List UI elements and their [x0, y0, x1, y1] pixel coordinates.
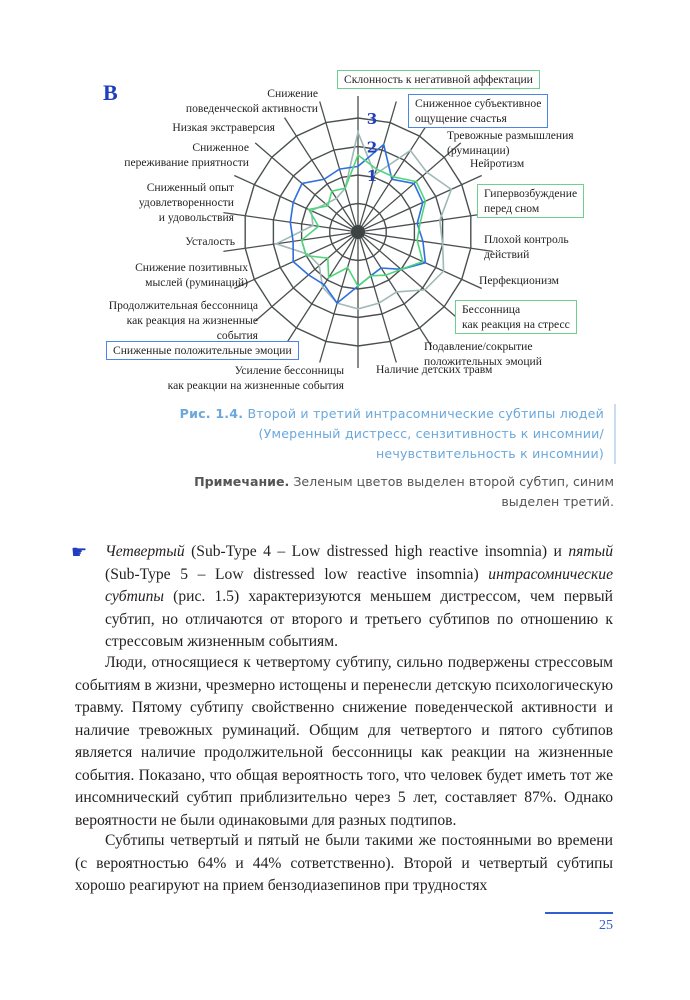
axis-label-stress-insomnia: [455, 300, 577, 334]
axis-label-line: Гипервозбуждение: [484, 187, 578, 200]
axis-label-line: как реакция на стресс: [462, 318, 570, 331]
figure-note: [194, 472, 614, 512]
radar-ring-label: 2: [366, 138, 378, 157]
axis-label-line: Тревожные размышления: [447, 129, 574, 142]
pointing-hand-icon: ☛: [71, 542, 88, 562]
caption-prefix: Рис. 1.4.: [179, 406, 244, 421]
axis-label-line: Плохой контроль: [484, 233, 569, 246]
axis-label-line: Продолжительная бессонница: [108, 299, 258, 312]
axis-label-positive-thoughts: [135, 260, 248, 290]
radar-spoke: [255, 232, 358, 321]
note-prefix: Примечание.: [194, 474, 290, 489]
axis-label-line: перед сном: [484, 202, 540, 215]
paragraph-subtypes-4-5: [105, 541, 613, 654]
radar-series: [302, 155, 426, 286]
axis-label-neuroticism: Нейротизм: [470, 157, 525, 170]
axis-label-line: поведенческой активности: [185, 102, 318, 115]
italic-term: интрасомнические субтипы: [105, 565, 613, 605]
paragraph-stability: Субтипы четвертый и пятый не были такими же постоянными во времени (с вероятностью 64% и 44% сответственно). Второй и четвертый субтипы хорошо реагируют на прием бензодиазепинов при трудностях: [75, 832, 613, 894]
radar-chart-svg: [0, 0, 690, 400]
axis-label-line: Сниженное: [192, 141, 249, 154]
axis-label-behavioral: [186, 86, 318, 116]
axis-label-trauma: Наличие детских травм: [376, 363, 493, 376]
axis-label-extraversion: Низкая экстраверсия: [172, 121, 275, 134]
axis-label-line: Подавление/сокрытие: [424, 340, 533, 353]
axis-label-line: Снижение позитивных: [135, 261, 248, 274]
axis-label-happiness: [408, 94, 548, 128]
text-run: (Sub-Type 4 – Low distressed high reactive insomnia) и: [184, 543, 569, 560]
axis-label-line: положительных эмоций: [424, 355, 542, 368]
caption-text: Второй и третий интрасомнические субтипы людей (Умеренный дистресс, сензитивность к инсомнии/нечувствительность к инсомнии): [243, 406, 604, 461]
italic-term: Четвертый: [105, 543, 185, 560]
axis-label-line: как реакции на жизненные события: [167, 379, 344, 392]
axis-label-perfectionism: Перфекционизм: [479, 274, 559, 287]
axis-label-satisfaction: [139, 180, 234, 225]
axis-label-line: мыслей (руминаций): [145, 276, 248, 289]
italic-term: пятый: [568, 543, 613, 560]
axis-label-hyperarousal: [477, 184, 584, 218]
axis-label-line: Снижение: [267, 87, 318, 100]
axis-label-reduced-positive-emotions: Сниженные положительные эмоции: [106, 341, 299, 360]
axis-label-line: действий: [484, 248, 530, 261]
radar-spoke: [255, 143, 358, 232]
note-text: Зеленым цветов выделен второй субтип, синим выделен третий.: [289, 474, 614, 509]
axis-label-line: Усиление бессонницы: [234, 364, 344, 377]
axis-label-line: Бессонница: [462, 303, 521, 316]
radar-ring-label: 3: [366, 110, 378, 128]
axis-label-amplified: [168, 363, 344, 393]
axis-label-line: Сниженное субъективное: [415, 97, 542, 110]
figure-caption: [144, 404, 616, 464]
axis-label-negative-affect: Склонность к негативной аффектации: [337, 70, 540, 89]
figure-letter: B: [103, 80, 118, 105]
text-run: (рис. 1.5) характеризуются меньшем дистрессом, чем первый субтип, но отличаются от второго и третьего субтипов по отношению к стрессовым жизненным событиям.: [105, 588, 613, 650]
text-run: (Sub-Type 5 – Low distressed low reactive insomnia): [105, 565, 489, 583]
axis-label-line: (руминации): [447, 144, 510, 157]
axis-label-fatigue: Усталость: [185, 235, 235, 248]
axis-label-pleasantness: [124, 140, 249, 170]
axis-label-prolonged: [109, 298, 258, 343]
radar-ring-label: 1: [366, 167, 378, 185]
axis-label-control: [484, 232, 569, 262]
paragraph-fourth-subtype: Люди, относящиеся к четвертому субтипу, сильно подвержены стрессовым событиям в жизни, чрезмерно истощены и перенесли детскую психологическую травму. Пятому субтипу свойственно снижение поведенческой активности и наличие тревожных руминаций. Общим для четвертого и пятого субтипов является наличие продолжительной бессонницы как реакции на жизненные события. Показано, что общая вероятность того, что человек будет иметь тот же инсомнический субтип приблизительно через 5 лет, составляет 87%. Однако вероятности не были одинаковыми для разных подтипов.: [75, 654, 613, 829]
axis-label-line: как реакция на жизненные: [126, 314, 258, 327]
page-number: 25: [599, 918, 613, 933]
radar-center-hub: [351, 225, 365, 239]
axis-label-line: ощущение счастья: [415, 112, 507, 125]
radar-spoke: [358, 232, 461, 321]
axis-label-line: удовлетворенности: [138, 196, 234, 209]
axis-label-line: и удовольствия: [158, 211, 234, 224]
radar-chart: [0, 0, 690, 400]
page-number-rule: [545, 912, 613, 914]
axis-label-rumination: [447, 128, 574, 158]
axis-label-line: события: [216, 329, 258, 342]
axis-label-line: переживание приятности: [124, 156, 249, 169]
axis-label-line: Сниженный опыт: [146, 181, 234, 194]
